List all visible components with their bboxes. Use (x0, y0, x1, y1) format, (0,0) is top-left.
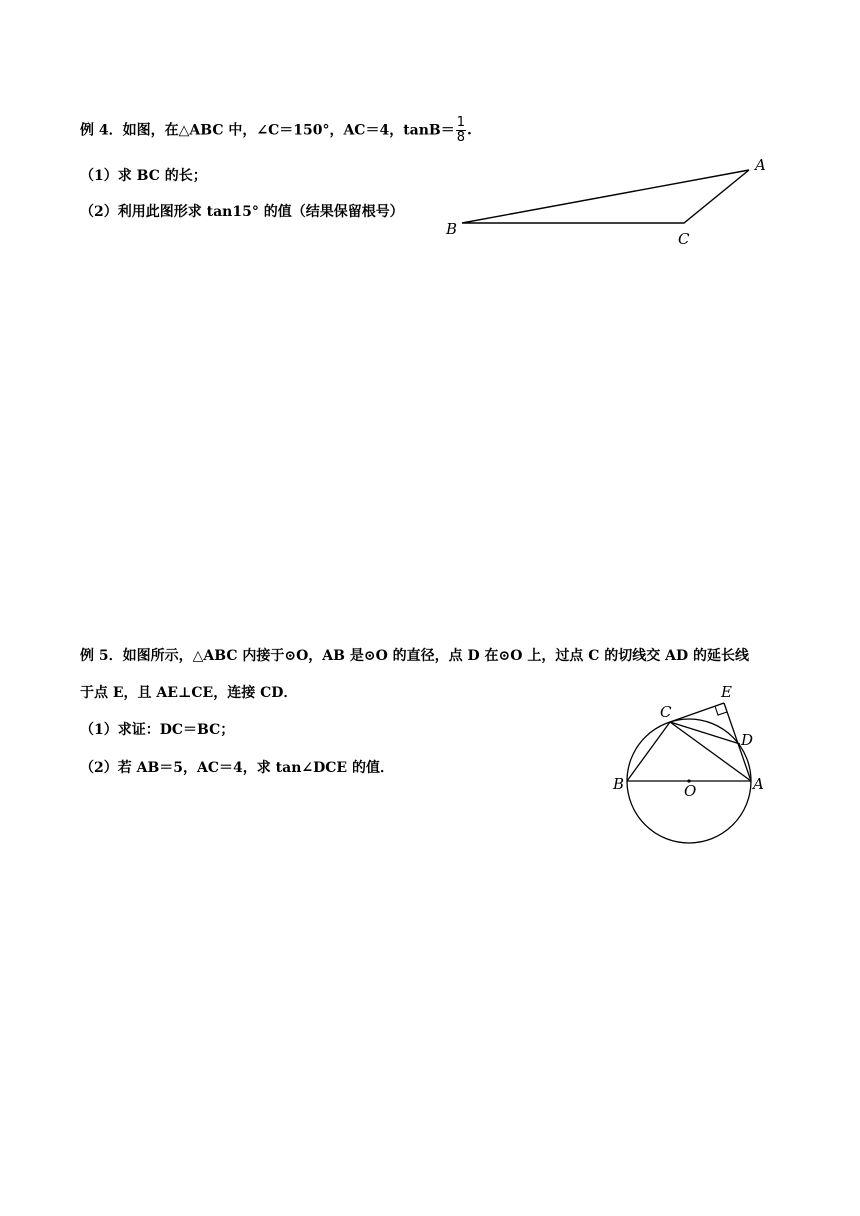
ex5-question-1: （1）求证：DC＝BC； (80, 722, 235, 738)
label-c: C (678, 230, 690, 248)
label-e: E (721, 683, 732, 701)
ex5-statement-line-1: 例 5．如图所示，△ABC 内接于⊙O，AB 是⊙O 的直径，点 D 在⊙O 上，过点 C 的切线交 AD 的延长线 (80, 648, 749, 664)
segment-cd (670, 722, 740, 744)
ex4-statement-end: . (467, 122, 472, 139)
fraction-numerator: 1 (456, 115, 466, 130)
label-o: O (684, 782, 697, 800)
fraction-denominator: 8 (456, 130, 466, 145)
label-d: D (741, 731, 754, 749)
ex4-statement-text: 例 4．如图，在△ABC 中，∠C＝150°，AC＝4，tanB＝ (80, 122, 455, 139)
segment-ca (670, 722, 754, 781)
label-b: B (613, 775, 625, 793)
ex5-statement-line-2: 于点 E，且 AE⊥CE，连接 CD． (80, 685, 298, 701)
ex4-question-2: （2）利用此图形求 tan15° 的值（结果保留根号） (80, 204, 404, 220)
segment-bc (627, 722, 670, 781)
ex5-question-2: （2）若 AB＝5，AC＝4，求 tan∠DCE 的值． (80, 760, 394, 776)
ex4-question-1: （1）求 BC 的长； (80, 168, 207, 184)
label-a: A (755, 156, 766, 174)
label-b: B (446, 220, 458, 238)
label-a: A (753, 775, 764, 793)
label-c: C (660, 703, 672, 721)
